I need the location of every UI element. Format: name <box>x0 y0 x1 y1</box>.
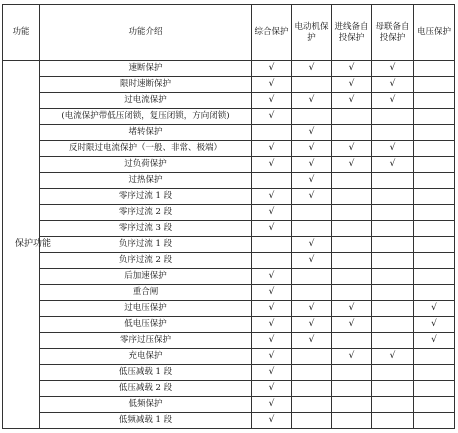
mark-motor <box>292 205 332 221</box>
group-label-cell <box>3 61 52 429</box>
table-row <box>3 109 455 125</box>
check-mark: √ <box>268 143 275 154</box>
mark-incoming <box>332 397 372 413</box>
check-mark: √ <box>431 303 437 314</box>
table-row <box>3 77 455 93</box>
check-mark: √ <box>268 271 275 282</box>
mark-comprehensive <box>252 125 292 141</box>
check-mark: √ <box>268 223 275 234</box>
mark-comprehensive <box>252 285 292 301</box>
function-name: 过电流保护 <box>40 93 252 109</box>
function-name: 零序过流 1 段 <box>40 189 252 205</box>
function-name: 速断保护 <box>40 61 252 77</box>
mark-motor <box>292 285 332 301</box>
mark-comprehensive <box>252 109 292 125</box>
check-mark: √ <box>268 319 275 330</box>
mark-bus-tie <box>372 189 414 205</box>
check-mark: √ <box>308 239 315 250</box>
function-name: 零序过流 2 段 <box>40 205 252 221</box>
check-mark: √ <box>268 111 275 122</box>
mark-comprehensive <box>252 189 292 205</box>
function-name: 过负荷保护 <box>40 157 252 173</box>
mark-bus-tie <box>372 397 414 413</box>
mark-motor <box>292 125 332 141</box>
mark-comprehensive <box>252 333 292 349</box>
table-row <box>3 365 455 381</box>
check-mark: √ <box>389 143 396 154</box>
function-name: 堵转保护 <box>40 125 252 141</box>
mark-incoming <box>332 237 372 253</box>
check-mark: √ <box>268 399 275 410</box>
mark-voltage <box>414 269 455 285</box>
mark-bus-tie <box>372 269 414 285</box>
check-mark: √ <box>431 319 437 330</box>
header-incoming: 进线备自投保护 <box>332 5 372 61</box>
mark-incoming <box>332 301 372 317</box>
table-row <box>3 317 455 333</box>
mark-motor <box>292 397 332 413</box>
function-name: (电流保护带低压闭锁，复压闭锁，方向闭锁) <box>40 109 252 125</box>
mark-comprehensive <box>252 413 292 429</box>
mark-incoming <box>332 61 372 77</box>
mark-comprehensive <box>252 397 292 413</box>
mark-voltage <box>414 397 455 413</box>
check-mark: √ <box>308 335 315 346</box>
check-mark: √ <box>348 63 355 74</box>
check-mark: √ <box>348 303 355 314</box>
table-row <box>3 349 455 365</box>
table-row <box>3 413 455 429</box>
mark-voltage <box>414 109 455 125</box>
check-mark: √ <box>308 303 315 314</box>
table-row <box>3 157 455 173</box>
mark-voltage <box>414 205 455 221</box>
check-mark: √ <box>308 95 315 106</box>
mark-voltage <box>414 173 455 189</box>
table-row <box>3 237 455 253</box>
function-name: 零序过流 3 段 <box>40 221 252 237</box>
header-description: 功能介绍 <box>40 5 252 61</box>
header-motor: 电动机保护 <box>292 5 332 61</box>
mark-comprehensive <box>252 205 292 221</box>
check-mark: √ <box>308 319 315 330</box>
mark-motor <box>292 333 332 349</box>
check-mark: √ <box>268 383 275 394</box>
mark-incoming <box>332 77 372 93</box>
mark-comprehensive <box>252 157 292 173</box>
check-mark: √ <box>268 287 275 298</box>
mark-voltage <box>414 365 455 381</box>
mark-incoming <box>332 253 372 269</box>
mark-voltage <box>414 285 455 301</box>
mark-comprehensive <box>252 237 292 253</box>
mark-motor <box>292 61 332 77</box>
function-name: 低频保护 <box>40 397 252 413</box>
check-mark: √ <box>268 415 275 426</box>
group-label: 保护功能 <box>15 239 52 250</box>
check-mark: √ <box>348 143 355 154</box>
mark-incoming <box>332 317 372 333</box>
mark-bus-tie <box>372 141 414 157</box>
check-mark: √ <box>268 303 275 314</box>
mark-incoming <box>332 413 372 429</box>
check-mark: √ <box>268 191 275 202</box>
mark-bus-tie <box>372 285 414 301</box>
function-name: 低压减载 1 段 <box>40 365 252 381</box>
mark-comprehensive <box>252 61 292 77</box>
mark-comprehensive <box>252 269 292 285</box>
mark-voltage <box>414 61 455 77</box>
mark-comprehensive <box>252 93 292 109</box>
function-name: 低压减载 2 段 <box>40 381 252 397</box>
mark-motor <box>292 77 332 93</box>
mark-incoming <box>332 333 372 349</box>
mark-incoming <box>332 205 372 221</box>
table-row <box>3 285 455 301</box>
mark-voltage <box>414 93 455 109</box>
check-mark: √ <box>389 351 396 362</box>
mark-motor <box>292 301 332 317</box>
function-name: 低电压保护 <box>40 317 252 333</box>
check-mark: √ <box>268 351 275 362</box>
mark-bus-tie <box>372 109 414 125</box>
function-name: 零序过压保护 <box>40 333 252 349</box>
mark-voltage <box>414 221 455 237</box>
header-function: 功能 <box>3 5 40 61</box>
function-name: 充电保护 <box>40 349 252 365</box>
check-mark: √ <box>389 79 396 90</box>
mark-voltage <box>414 413 455 429</box>
function-name: 过电压保护 <box>40 301 252 317</box>
mark-bus-tie <box>372 349 414 365</box>
mark-bus-tie <box>372 77 414 93</box>
mark-incoming <box>332 141 372 157</box>
mark-voltage <box>414 301 455 317</box>
table-row <box>3 125 455 141</box>
mark-motor <box>292 93 332 109</box>
function-name: 重合闸 <box>40 285 252 301</box>
mark-incoming <box>332 109 372 125</box>
header-row <box>3 5 455 61</box>
mark-motor <box>292 109 332 125</box>
mark-voltage <box>414 333 455 349</box>
check-mark: √ <box>348 95 355 106</box>
mark-incoming <box>332 269 372 285</box>
mark-incoming <box>332 349 372 365</box>
check-mark: √ <box>308 143 315 154</box>
check-mark: √ <box>268 367 275 378</box>
check-mark: √ <box>348 79 355 90</box>
table-row <box>3 397 455 413</box>
mark-bus-tie <box>372 61 414 77</box>
check-mark: √ <box>308 159 315 170</box>
mark-motor <box>292 365 332 381</box>
table-row <box>3 205 455 221</box>
mark-motor <box>292 237 332 253</box>
function-name: 低频减载 1 段 <box>40 413 252 429</box>
function-name: 负序过流 2 段 <box>40 253 252 269</box>
check-mark: √ <box>308 127 315 138</box>
check-mark: √ <box>348 351 355 362</box>
mark-comprehensive <box>252 317 292 333</box>
function-name: 后加速保护 <box>40 269 252 285</box>
mark-incoming <box>332 381 372 397</box>
mark-motor <box>292 269 332 285</box>
table-row <box>3 61 455 77</box>
mark-motor <box>292 349 332 365</box>
check-mark: √ <box>268 159 275 170</box>
mark-motor <box>292 253 332 269</box>
check-mark: √ <box>308 255 315 266</box>
mark-incoming <box>332 173 372 189</box>
mark-incoming <box>332 189 372 205</box>
check-mark: √ <box>268 79 275 90</box>
mark-voltage <box>414 189 455 205</box>
function-name: 过热保护 <box>40 173 252 189</box>
function-name: 反时限过电流保护（一般、非常、极端） <box>40 141 252 157</box>
mark-comprehensive <box>252 77 292 93</box>
check-mark: √ <box>431 335 437 346</box>
mark-bus-tie <box>372 381 414 397</box>
mark-comprehensive <box>252 365 292 381</box>
table-row <box>3 141 455 157</box>
mark-comprehensive <box>252 141 292 157</box>
mark-voltage <box>414 317 455 333</box>
mark-incoming <box>332 285 372 301</box>
check-mark: √ <box>348 319 355 330</box>
header-bus-tie: 母联备自投保护 <box>372 5 414 61</box>
mark-motor <box>292 173 332 189</box>
mark-bus-tie <box>372 221 414 237</box>
mark-motor <box>292 141 332 157</box>
check-mark: √ <box>268 207 275 218</box>
mark-voltage <box>414 77 455 93</box>
mark-incoming <box>332 125 372 141</box>
mark-motor <box>292 189 332 205</box>
mark-bus-tie <box>372 173 414 189</box>
mark-comprehensive <box>252 381 292 397</box>
mark-bus-tie <box>372 93 414 109</box>
mark-bus-tie <box>372 253 414 269</box>
mark-comprehensive <box>252 301 292 317</box>
mark-voltage <box>414 349 455 365</box>
mark-motor <box>292 221 332 237</box>
function-name: 限时速断保护 <box>40 77 252 93</box>
mark-motor <box>292 157 332 173</box>
header-voltage: 电压保护 <box>414 5 455 61</box>
mark-voltage <box>414 253 455 269</box>
table-row <box>3 253 455 269</box>
mark-voltage <box>414 381 455 397</box>
mark-bus-tie <box>372 205 414 221</box>
check-mark: √ <box>308 175 315 186</box>
table-body <box>3 61 455 429</box>
protection-function-table <box>2 4 455 429</box>
table-row <box>3 93 455 109</box>
mark-incoming <box>332 221 372 237</box>
check-mark: √ <box>308 63 315 74</box>
check-mark: √ <box>348 159 355 170</box>
mark-bus-tie <box>372 157 414 173</box>
table-row <box>3 269 455 285</box>
mark-incoming <box>332 157 372 173</box>
table-row <box>3 221 455 237</box>
table-row <box>3 333 455 349</box>
check-mark: √ <box>268 95 275 106</box>
table-row <box>3 301 455 317</box>
mark-bus-tie <box>372 237 414 253</box>
table-row <box>3 381 455 397</box>
check-mark: √ <box>268 335 275 346</box>
mark-bus-tie <box>372 125 414 141</box>
mark-bus-tie <box>372 301 414 317</box>
mark-bus-tie <box>372 333 414 349</box>
mark-comprehensive <box>252 253 292 269</box>
mark-bus-tie <box>372 413 414 429</box>
function-name: 负序过流 1 段 <box>40 237 252 253</box>
table-row <box>3 173 455 189</box>
table-row <box>3 189 455 205</box>
mark-voltage <box>414 125 455 141</box>
mark-voltage <box>414 141 455 157</box>
mark-comprehensive <box>252 221 292 237</box>
mark-incoming <box>332 93 372 109</box>
mark-motor <box>292 317 332 333</box>
mark-incoming <box>332 365 372 381</box>
mark-voltage <box>414 157 455 173</box>
mark-comprehensive <box>252 173 292 189</box>
mark-motor <box>292 413 332 429</box>
check-mark: √ <box>389 95 396 106</box>
mark-bus-tie <box>372 317 414 333</box>
check-mark: √ <box>389 63 396 74</box>
check-mark: √ <box>389 159 396 170</box>
mark-voltage <box>414 237 455 253</box>
check-mark: √ <box>268 63 275 74</box>
check-mark: √ <box>308 191 315 202</box>
mark-motor <box>292 381 332 397</box>
mark-comprehensive <box>252 349 292 365</box>
mark-bus-tie <box>372 365 414 381</box>
header-comprehensive: 综合保护 <box>252 5 292 61</box>
